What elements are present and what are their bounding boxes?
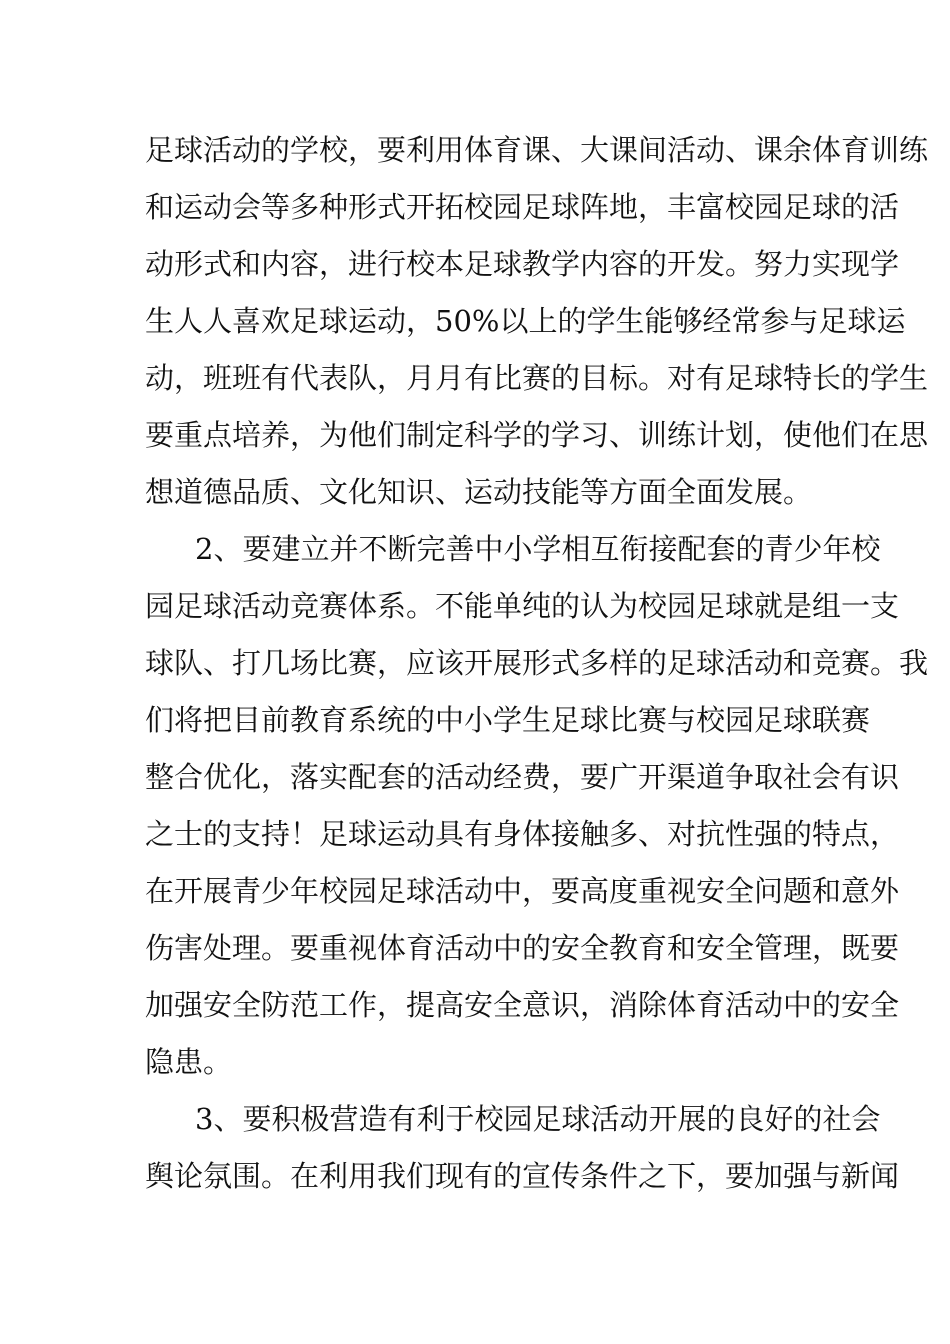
text-line: 足球活动的学校，要利用体育课、大课间活动、课余体育训练 <box>145 133 929 167</box>
text-line: 生人人喜欢足球运动，50%以上的学生能够经常参与足球运 <box>145 304 906 338</box>
text-line: 和运动会等多种形式开拓校园足球阵地，丰富校园足球的活 <box>145 190 900 224</box>
text-line: 想道德品质、文化知识、运动技能等方面全面发展。 <box>145 475 813 509</box>
text-line: 伤害处理。要重视体育活动中的安全教育和安全管理，既要 <box>145 931 900 965</box>
paragraph-3-first-line: 3、要积极营造有利于校园足球活动开展的良好的社会 <box>195 1102 881 1136</box>
text-line: 动，班班有代表队，月月有比赛的目标。对有足球特长的学生 <box>145 361 929 395</box>
text-line: 舆论氛围。在利用我们现有的宣传条件之下，要加强与新闻 <box>145 1159 900 1193</box>
text-line: 整合优化，落实配套的活动经费，要广开渠道争取社会有识 <box>145 760 900 794</box>
text-line: 在开展青少年校园足球活动中，要高度重视安全问题和意外 <box>145 874 900 908</box>
text-line: 园足球活动竞赛体系。不能单纯的认为校园足球就是组一支 <box>145 589 900 623</box>
text-line: 球队、打几场比赛，应该开展形式多样的足球活动和竞赛。我 <box>145 646 929 680</box>
text-line: 要重点培养，为他们制定科学的学习、训练计划，使他们在思 <box>145 418 929 452</box>
text-line: 加强安全防范工作，提高安全意识，消除体育活动中的安全 <box>145 988 900 1022</box>
paragraph-2-first-line: 2、要建立并不断完善中小学相互衔接配套的青少年校 <box>195 532 881 566</box>
text-line: 隐患。 <box>145 1045 233 1079</box>
text-line: 动形式和内容，进行校本足球教学内容的开发。努力实现学 <box>145 247 900 281</box>
text-line: 之士的支持！足球运动具有身体接触多、对抗性强的特点， <box>145 817 900 851</box>
text-line: 们将把目前教育系统的中小学生足球比赛与校园足球联赛 <box>145 703 871 737</box>
